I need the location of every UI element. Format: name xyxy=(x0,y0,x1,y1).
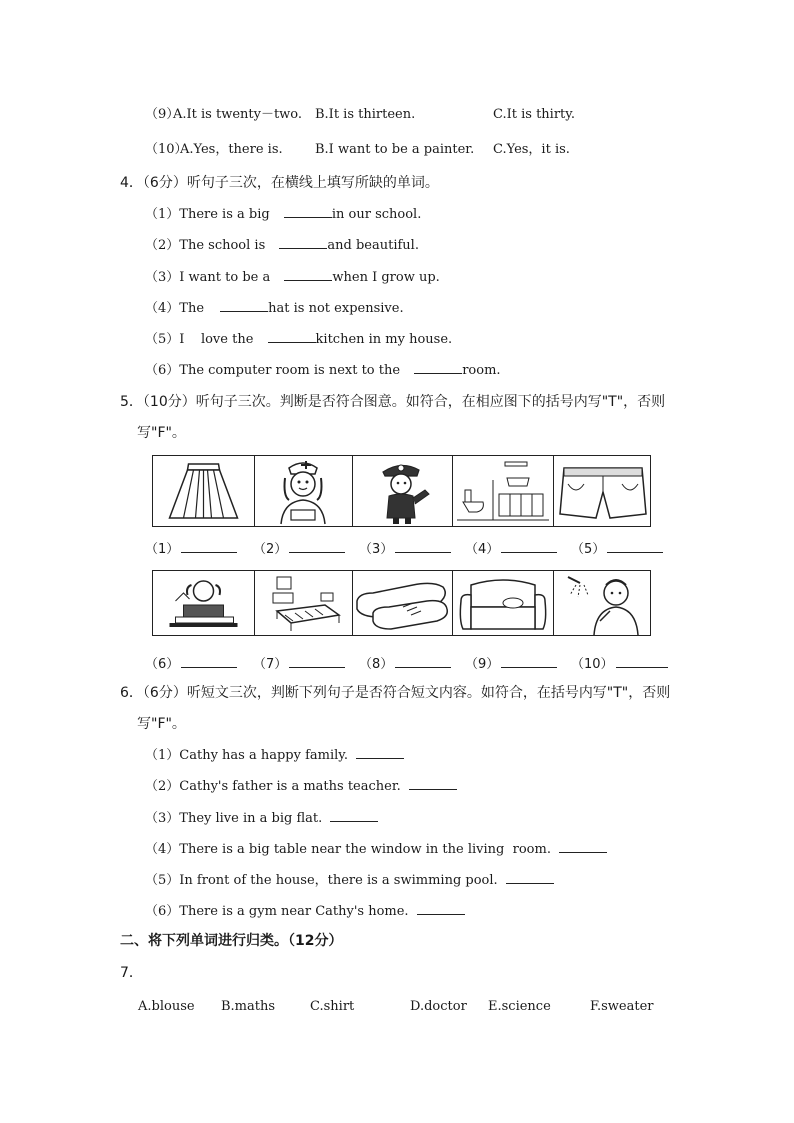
item-text-after: kitchen in my house. xyxy=(315,332,453,347)
picture-row-1 xyxy=(152,455,651,527)
bathroom-icon xyxy=(453,456,554,526)
item-text-after: hat is not expensive. xyxy=(268,301,404,316)
item-text: They live in a big flat. xyxy=(179,811,323,826)
item-number: （4） xyxy=(145,842,180,857)
picture-answer-7 xyxy=(253,653,345,672)
police-officer-icon xyxy=(353,456,453,526)
label-number: （3） xyxy=(359,542,394,557)
picture-answer-3 xyxy=(359,538,451,557)
item-text-after: in our school. xyxy=(331,207,422,222)
word-option: E.science xyxy=(488,999,551,1014)
option-a: A.It is twenty－two. xyxy=(173,107,303,122)
item-number: （5） xyxy=(145,873,180,888)
picture-answer-8 xyxy=(359,653,451,672)
answer-blank[interactable] xyxy=(616,655,668,668)
q6-item-2 xyxy=(145,777,457,796)
q4-item-4 xyxy=(145,299,404,318)
q6-item-3 xyxy=(145,809,378,828)
answer-blank[interactable] xyxy=(506,871,554,884)
label-number: （4） xyxy=(465,542,500,557)
item-text-after: room. xyxy=(462,363,501,378)
q4-item-1 xyxy=(145,205,421,224)
answer-blank[interactable] xyxy=(330,809,378,822)
shoes-icon xyxy=(353,571,453,635)
option-b: B.I want to be a painter. xyxy=(315,142,475,157)
section-2-title: 二、将下列单词进行归类。（12分） xyxy=(120,933,343,949)
q6-title-line2: 写"F"。 xyxy=(137,716,186,732)
item-text: There is a big table near the window in the living room. xyxy=(179,842,551,857)
answer-blank[interactable] xyxy=(284,268,332,281)
nurse-icon xyxy=(255,456,353,526)
answer-blank[interactable] xyxy=(220,299,268,312)
item-number: （1） xyxy=(145,748,180,763)
picture-row-1-labels xyxy=(145,538,665,556)
item-number: （6） xyxy=(145,904,180,919)
answer-blank[interactable] xyxy=(409,777,457,790)
option-c: C.Yes，it is. xyxy=(493,142,570,157)
item-number: （3） xyxy=(145,270,180,285)
boy-shower-icon xyxy=(554,571,652,635)
picture-answer-4 xyxy=(465,538,557,557)
item-number: （3） xyxy=(145,811,180,826)
q4-item-6 xyxy=(145,361,501,380)
item-number: （2） xyxy=(145,238,180,253)
label-number: （1） xyxy=(145,542,180,557)
item-number: （2） xyxy=(145,779,180,794)
q4-item-5 xyxy=(145,330,452,349)
picture-answer-1 xyxy=(145,538,237,557)
q5-title-line1: 5．（10分）听句子三次。判断是否符合图意。如符合，在相应图下的括号内写"T"，否则 xyxy=(120,394,666,410)
option-c: C.It is thirty. xyxy=(493,107,576,122)
q6-item-5 xyxy=(145,871,554,890)
answer-blank[interactable] xyxy=(395,540,451,553)
answer-blank[interactable] xyxy=(284,205,332,218)
item-number: （6） xyxy=(145,363,180,378)
picture-row-2 xyxy=(152,570,651,636)
answer-blank[interactable] xyxy=(289,540,345,553)
label-number: （2） xyxy=(253,542,288,557)
answer-blank[interactable] xyxy=(356,746,404,759)
item-text-before: The school is xyxy=(179,238,266,253)
word-option: C.shirt xyxy=(310,999,355,1014)
label-number: （6） xyxy=(145,657,180,672)
item-text: Cathy has a happy family. xyxy=(179,748,349,763)
item-text-after: when I grow up. xyxy=(332,270,440,285)
answer-blank[interactable] xyxy=(417,902,465,915)
item-number: （9） xyxy=(145,107,180,122)
skirt-icon xyxy=(153,456,255,526)
girl-reading-icon xyxy=(153,571,255,635)
word-option: A.blouse xyxy=(138,999,195,1014)
answer-blank[interactable] xyxy=(289,655,345,668)
picture-row-2-labels xyxy=(145,653,665,671)
answer-blank[interactable] xyxy=(501,540,557,553)
answer-blank[interactable] xyxy=(181,655,237,668)
answer-blank[interactable] xyxy=(559,840,607,853)
label-number: （9） xyxy=(465,657,500,672)
q4-title: 4．（6分）听句子三次，在横线上填写所缺的单词。 xyxy=(120,175,439,191)
answer-blank[interactable] xyxy=(414,361,462,374)
item-text-before: I love the xyxy=(179,332,254,347)
option-b: B.It is thirteen. xyxy=(315,107,416,122)
picture-answer-10 xyxy=(571,653,668,672)
word-option: B.maths xyxy=(221,999,276,1014)
q6-title-line1: 6．（6分）听短文三次，判断下列句子是否符合短文内容。如符合，在括号内写"T"，否则 xyxy=(120,685,671,701)
answer-blank[interactable] xyxy=(395,655,451,668)
picture-answer-6 xyxy=(145,653,237,672)
item-text-before: I want to be a xyxy=(179,270,271,285)
item-text: There is a gym near Cathy's home. xyxy=(179,904,409,919)
item-number: （5） xyxy=(145,332,180,347)
word-option: F.sweater xyxy=(590,999,654,1014)
label-number: （10） xyxy=(571,657,614,672)
answer-blank[interactable] xyxy=(268,330,316,343)
answer-blank[interactable] xyxy=(181,540,237,553)
q6-item-6 xyxy=(145,902,465,921)
item-number: （10） xyxy=(145,142,188,157)
answer-blank[interactable] xyxy=(501,655,557,668)
q5-title-line2: 写"F"。 xyxy=(137,425,186,441)
q6-item-4 xyxy=(145,840,607,859)
answer-blank[interactable] xyxy=(279,236,327,249)
picture-answer-5 xyxy=(571,538,663,557)
q6-item-1 xyxy=(145,746,404,765)
q4-item-2 xyxy=(145,236,419,255)
item-text: In front of the house，there is a swimming pool. xyxy=(179,873,498,888)
label-number: （8） xyxy=(359,657,394,672)
sofa-icon xyxy=(453,571,554,635)
item-number: （4） xyxy=(145,301,180,316)
shorts-icon xyxy=(554,456,652,526)
q4-item-3 xyxy=(145,268,440,287)
label-number: （7） xyxy=(253,657,288,672)
answer-blank[interactable] xyxy=(607,540,663,553)
item-text-before: The computer room is next to the xyxy=(179,363,401,378)
item-text-before: The xyxy=(179,301,205,316)
picture-answer-9 xyxy=(465,653,557,672)
item-number: （1） xyxy=(145,207,180,222)
word-option: D.doctor xyxy=(410,999,467,1014)
item-text: Cathy's father is a maths teacher. xyxy=(179,779,401,794)
option-a: A.Yes，there is. xyxy=(180,142,283,157)
item-text-before: There is a big xyxy=(179,207,270,222)
item-text-after: and beautiful. xyxy=(327,238,419,253)
picture-answer-2 xyxy=(253,538,345,557)
q7-word-list xyxy=(138,998,678,1016)
bedroom-icon xyxy=(255,571,353,635)
q7-number: 7． xyxy=(120,965,143,981)
label-number: （5） xyxy=(571,542,606,557)
